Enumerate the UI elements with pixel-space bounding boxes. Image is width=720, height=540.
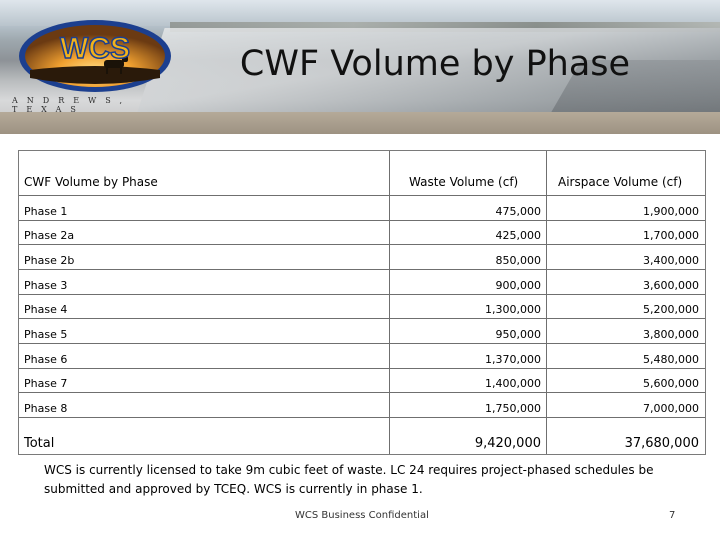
- table-row: [19, 319, 705, 344]
- table-header-row: [19, 151, 705, 196]
- slide-title: CWF Volume by Phase: [239, 44, 631, 84]
- phase-name: Phase 6: [24, 353, 68, 366]
- waste-volume: 1,370,000: [485, 353, 541, 366]
- table-row: [19, 221, 705, 245]
- wcs-logo: [16, 18, 174, 94]
- phase-name: Phase 3: [24, 279, 68, 292]
- phase-name: Phase 5: [24, 328, 68, 341]
- table-row: [19, 393, 705, 418]
- table-row: [19, 245, 705, 270]
- logo-text: WCS: [60, 32, 130, 65]
- table-total-row: [19, 418, 705, 454]
- phase-name: Phase 8: [24, 402, 68, 415]
- airspace-volume: 7,000,000: [643, 402, 699, 415]
- header-banner: [0, 0, 720, 134]
- ground-strip: [0, 112, 720, 134]
- phase-name: Phase 4: [24, 303, 68, 316]
- logo-subtitle: ANDREWS, TEXAS: [12, 96, 132, 114]
- total-label: Total: [24, 436, 55, 451]
- table-row: [19, 270, 705, 295]
- waste-volume: 850,000: [495, 254, 541, 267]
- table-row: [19, 196, 705, 221]
- airspace-volume: 1,900,000: [643, 205, 699, 218]
- header-airspace-volume: Airspace Volume (cf): [558, 175, 683, 189]
- airspace-volume: 5,200,000: [643, 303, 699, 316]
- table-row: [19, 369, 705, 393]
- waste-volume: 900,000: [495, 279, 541, 292]
- page-number: 7: [669, 510, 676, 521]
- waste-volume: 1,750,000: [485, 402, 541, 415]
- table-row: [19, 344, 705, 369]
- total-waste-volume: 9,420,000: [474, 436, 541, 451]
- airspace-volume: 5,480,000: [643, 353, 699, 366]
- footer-confidential: WCS Business Confidential: [295, 510, 429, 521]
- header-phase: CWF Volume by Phase: [24, 175, 158, 189]
- waste-volume: 1,300,000: [485, 303, 541, 316]
- airspace-volume: 5,600,000: [643, 377, 699, 390]
- waste-volume: 425,000: [495, 229, 541, 242]
- phase-name: Phase 7: [24, 377, 68, 390]
- waste-volume: 950,000: [495, 328, 541, 341]
- airspace-volume: 3,800,000: [643, 328, 699, 341]
- airspace-volume: 3,600,000: [643, 279, 699, 292]
- header-waste-volume: Waste Volume (cf): [409, 175, 519, 189]
- table-row: [19, 295, 705, 319]
- waste-volume: 1,400,000: [485, 377, 541, 390]
- wcs-logo-graphic: [16, 18, 174, 94]
- phase-name: Phase 1: [24, 205, 68, 218]
- phase-name: Phase 2b: [24, 254, 75, 267]
- licensing-note: WCS is currently licensed to take 9m cubic feet of waste. LC 24 requires project-phased schedules be submitted and approved by TCEQ. WCS is currently in phase 1.: [44, 463, 654, 496]
- volume-table: [18, 150, 706, 455]
- total-airspace-volume: 37,680,000: [624, 436, 699, 451]
- phase-name: Phase 2a: [24, 229, 75, 242]
- airspace-volume: 1,700,000: [643, 229, 699, 242]
- airspace-volume: 3,400,000: [643, 254, 699, 267]
- waste-volume: 475,000: [495, 205, 541, 218]
